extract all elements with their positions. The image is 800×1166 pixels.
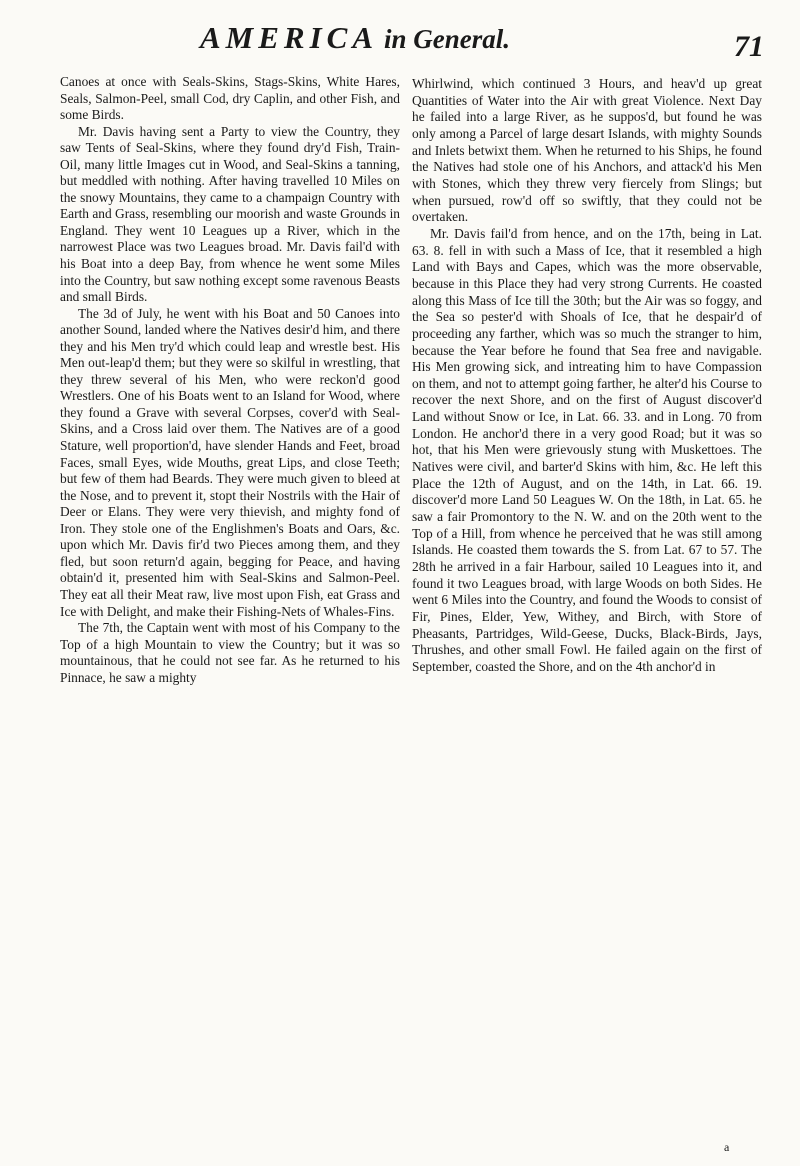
running-subtitle: in General. <box>384 24 511 54</box>
running-title: AMERICA <box>200 20 379 55</box>
paragraph: Whirlwind, which continued 3 Hours, and heav'd up great Quantities of Water into the Air with great Violence. Next Day he failed into a large River, as he suppos'd, but found he was only among a Parcel of large desart Islands, with mighty Sounds and Inlets betwixt them. When he returned to his Ships, he found the Natives had stole one of his Anchors, and attack'd his Men with Stones, which they threw very fiercely from Slings; but when pursued, row'd off so swiftly, that they could not be overtaken. <box>412 76 762 225</box>
running-head <box>200 20 640 56</box>
left-column <box>60 74 400 686</box>
paragraph: The 3d of July, he went with his Boat and 50 Canoes into another Sound, landed where the Natives desir'd him, and there they and his Men try'd which could leap and wrestle best. His Men out-leap'd them; but they were so skilful in wrestling, that they threw several of his Men, who were reckon'd good Wrestlers. One of his Boats went to an Island for Wood, where they found a Grave with several Corpses, cover'd with Seal-Skins, and a Cross laid over them. The Natives are of a good Stature, well proportion'd, have slender Hands and Feet, broad Faces, small Eyes, wide Mouths, great Lips, and close Teeth; but few of them had Beards. They were much given to bleed at the Nose, and to prevent it, stopt their Nostrils with the Hair of Deer or Elans. They were very thievish, and mighty fond of Iron. They stole one of the Englishmen's Boats and Oars, &c. upon which Mr. Davis fir'd two Pieces among them, and they fled, but soon return'd again, begging for Peace, and having obtain'd it, presented him with Seal-Skins and Salmon-Peel. They eat all their Meat raw, live most upon Fish, eat Grass and Ice with Delight, and make their Fishing-Nets of Whales-Fins. <box>60 305 400 619</box>
paragraph: The 7th, the Captain went with most of his Company to the Top of a high Mountain to view the Country; but it was so mountainous, that he could not see far. As he returned to his Pinnace, he saw a mighty <box>60 620 400 685</box>
page-number: 71 <box>734 30 764 63</box>
paragraph: Mr. Davis having sent a Party to view the Country, they saw Tents of Seal-Skins, where they found dry'd Fish, Train-Oil, many little Images cut in Wood, and Seal-Skins a tanning, but meddled with nothing. After having travelled 10 Miles on the snowy Mountains, they came to a champaign Country with Earth and Grass, resembling our moorish and waste Grounds in England. They went 10 Leagues up a River, which in the narrowest Place was two Leagues broad. Mr. Davis fail'd with his Boat into a deep Bay, from whence he went some Miles into the Country, but saw nothing except some ravenous Beasts and small Birds. <box>60 123 400 305</box>
catchword: a <box>724 1140 730 1154</box>
paragraph: Canoes at once with Seals-Skins, Stags-Skins, White Hares, Seals, Salmon-Peel, small Cod, dry Caplin, and other Fish, and some Birds. <box>60 74 400 123</box>
right-column <box>412 76 762 676</box>
paragraph: Mr. Davis fail'd from hence, and on the 17th, being in Lat. 63. 8. fell in with such a Mass of Ice, that it resembled a high Land with Bays and Capes, which was the more observable, because in this Place they had very strong Currents. He coasted along this Mass of Ice till the 30th; but the Air was so foggy, and the Sea so pester'd with Shoals of Ice, that he despair'd of proceeding any farther, which was so much the stranger to him, because the Year before he found that Sea free and navigable. His Men growing sick, and intreating him to have Compassion on them, and not to attempt going farther, he alter'd his Course to recover the next Shore, and on the first of August discover'd Land without Snow or Ice, in Lat. 66. 33. and in Long. 70 from London. He anchor'd there in a very good Road; but it was so hot, that his Men were grievously stung with Muskettoes. The Natives were civil, and barter'd Skins with him, &c. He left this Place the 12th of August, and on the 14th, in Lat. 66. 19. discover'd more Land 50 Leagues W. On the 18th, in Lat. 65. he saw a fair Promontory to the N. W. and on the 20th went to the Top of a Hill, from whence he perceived that he was still among Islands. He coasted them towards the S. from Lat. 67 to 57. The 28th he arrived in a fair Harbour, sailed 10 Leagues into it, and found it two Leagues broad, with large Woods on both Sides. He went 6 Miles into the Country, and found the Woods to consist of Fir, Pines, Elder, Yew, Withey, and Birch, with Store of Pheasants, Partridges, Wild-Geese, Ducks, Black-Birds, Jays, Thrushes, and other small Fowl. He failed again on the first of September, coasted the Shore, and on the 4th anchor'd in <box>412 225 762 674</box>
